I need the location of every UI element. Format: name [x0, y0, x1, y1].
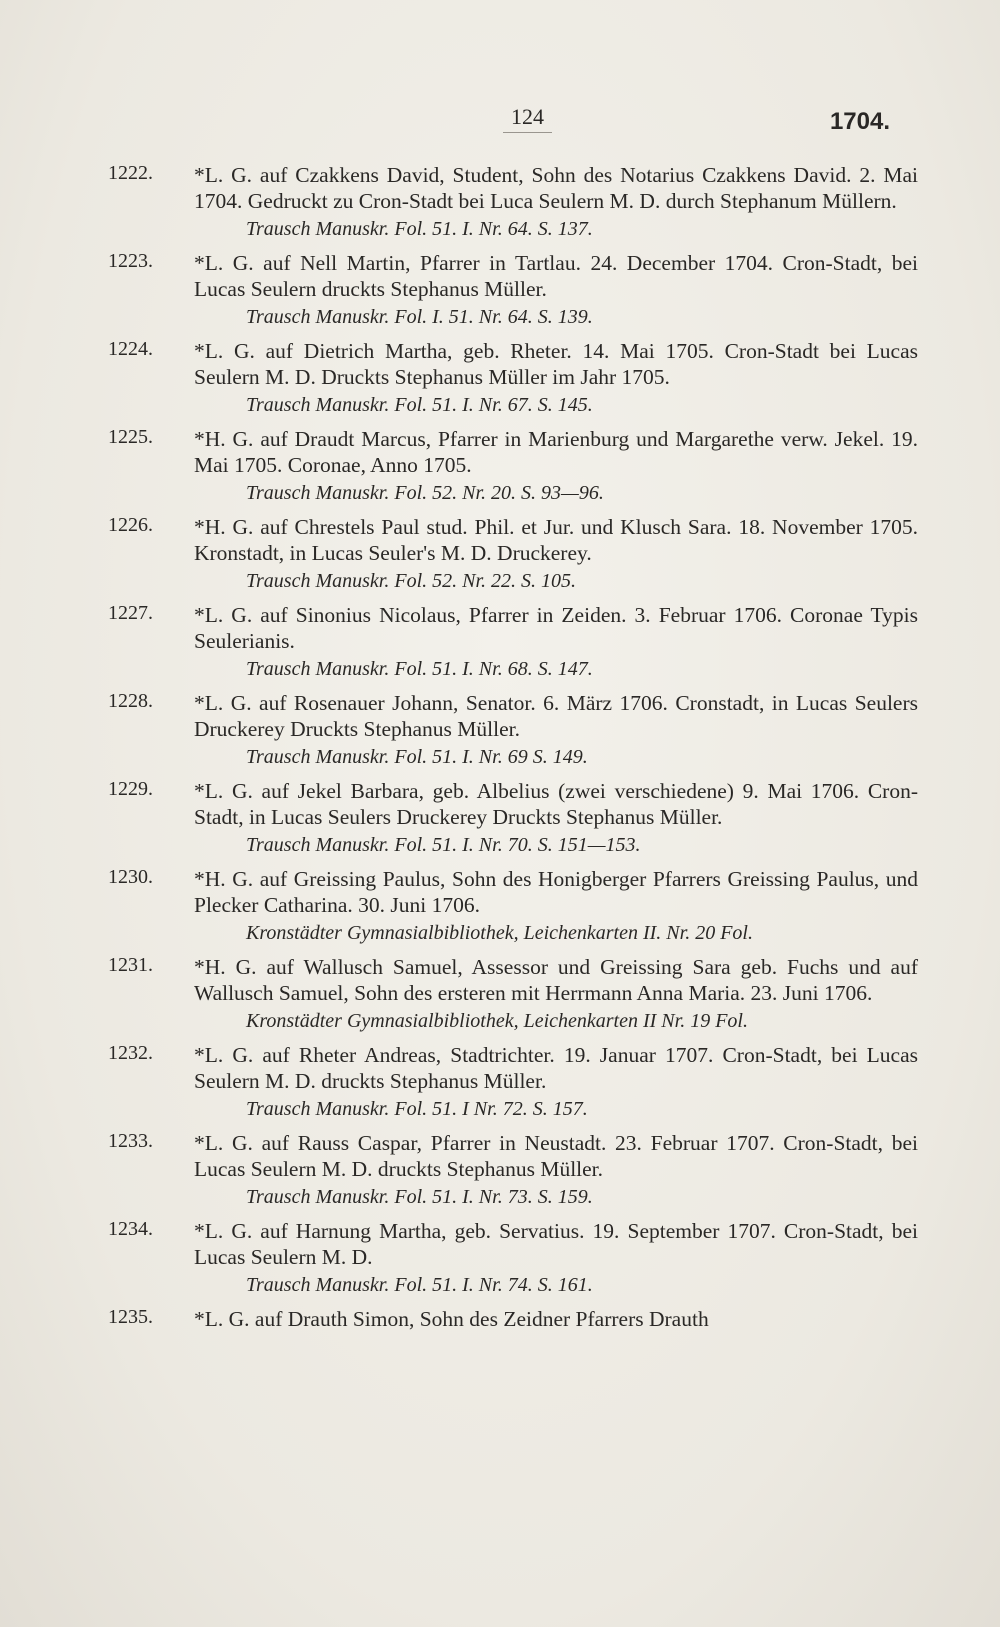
entry-row — [108, 1306, 918, 1332]
entry-body — [194, 602, 918, 682]
entry-body — [194, 778, 918, 858]
entry-body — [194, 1130, 918, 1210]
running-head — [0, 104, 1000, 144]
entry-row — [108, 602, 918, 682]
entry-row — [108, 1130, 918, 1210]
entry-text: *H. G. auf Wallusch Samuel, Assessor und Greissing Sara geb. Fuchs und auf Wallusch Samuel, Sohn des ersteren mit Herrmann Anna Maria. 23. Juni 1706. — [194, 955, 918, 1005]
entry-text: *L. G. auf Jekel Barbara, geb. Albelius (zwei verschiedene) 9. Mai 1706. Cron-Stadt, in Lucas Seulers Druckerey Druckts Stephanus Müller. — [194, 779, 918, 829]
entry-body — [194, 866, 918, 946]
entry-number: 1233. — [108, 1130, 153, 1152]
entry-body — [194, 338, 918, 418]
entry-number: 1223. — [108, 250, 153, 272]
entry-text: *L. G. auf Sinonius Nicolaus, Pfarrer in Zeiden. 3. Februar 1706. Coronae Typis Seulerianis. — [194, 603, 918, 653]
entry-body — [194, 954, 918, 1034]
entry-row — [108, 778, 918, 858]
entry-text: *L. G. auf Dietrich Martha, geb. Rheter. 14. Mai 1705. Cron-Stadt bei Lucas Seulern M. D. Druckts Stephanus Müller im Jahr 1705. — [194, 339, 918, 389]
entry-body — [194, 514, 918, 594]
entry-source-citation: Trausch Manuskr. Fol. 51. I. Nr. 74. S. 161. — [246, 1274, 593, 1296]
entry-number: 1231. — [108, 954, 153, 976]
entry-body — [194, 426, 918, 506]
entry-number: 1225. — [108, 426, 153, 448]
entry-number: 1227. — [108, 602, 153, 624]
entry-number: 1230. — [108, 866, 153, 888]
entry-source-citation: Trausch Manuskr. Fol. 51. I. Nr. 73. S. 159. — [246, 1186, 593, 1208]
entry-body — [194, 1042, 918, 1122]
entry-text: *L. G. auf Rheter Andreas, Stadtrichter. 19. Januar 1707. Cron-Stadt, bei Lucas Seulern M. D. druckts Stephanus Müller. — [194, 1043, 918, 1093]
entry-text: *H. G. auf Greissing Paulus, Sohn des Honigberger Pfarrers Greissing Paulus, und Plecker Catharina. 30. Juni 1706. — [194, 867, 918, 917]
entry-body — [194, 1218, 918, 1298]
entry-text: *L. G. auf Czakkens David, Student, Sohn des Notarius Czakkens David. 2. Mai 1704. Gedruckt zu Cron-Stadt bei Luca Seulern M. D. durch Stephanum Müllern. — [194, 163, 918, 213]
entry-text: *L. G. auf Nell Martin, Pfarrer in Tartlau. 24. December 1704. Cron-Stadt, bei Lucas Seulern druckts Stephanus Müller. — [194, 251, 918, 301]
entry-text: *H. G. auf Draudt Marcus, Pfarrer in Marienburg und Margarethe verw. Jekel. 19. Mai 1705. Coronae, Anno 1705. — [194, 427, 918, 477]
entry-source-citation: Trausch Manuskr. Fol. I. 51. Nr. 64. S. 139. — [246, 306, 593, 328]
entry-body — [194, 690, 918, 770]
entry-body — [194, 250, 918, 330]
entry-row — [108, 338, 918, 418]
entry-row — [108, 954, 918, 1034]
entry-source-citation: Kronstädter Gymnasialbibliothek, Leichenkarten II Nr. 19 Fol. — [246, 1010, 748, 1032]
entry-number: 1234. — [108, 1218, 153, 1240]
entry-source-citation: Trausch Manuskr. Fol. 52. Nr. 20. S. 93—96. — [246, 482, 604, 504]
entry-source-citation: Trausch Manuskr. Fol. 52. Nr. 22. S. 105. — [246, 570, 577, 592]
entry-source-citation: Kronstädter Gymnasialbibliothek, Leichenkarten II. Nr. 20 Fol. — [246, 922, 753, 944]
page-year-heading: 1704. — [829, 108, 890, 135]
entry-text: *L. G. auf Rosenauer Johann, Senator. 6. März 1706. Cronstadt, in Lucas Seulers Druckerey Druckts Stephanus Müller. — [194, 691, 918, 741]
entry-source-citation: Trausch Manuskr. Fol. 51. I. Nr. 68. S. 147. — [246, 658, 593, 680]
entry-row — [108, 514, 918, 594]
entry-source-citation: Trausch Manuskr. Fol. 51. I. Nr. 70. S. 151—153. — [246, 834, 641, 856]
entry-source-citation: Trausch Manuskr. Fol. 51. I Nr. 72. S. 157. — [246, 1098, 588, 1120]
entry-number: 1224. — [108, 338, 153, 360]
page-number: 124 — [503, 104, 552, 133]
entry-source-citation: Trausch Manuskr. Fol. 51. I. Nr. 69 S. 149. — [246, 746, 588, 768]
entry-number: 1232. — [108, 1042, 153, 1064]
entry-text: *H. G. auf Chrestels Paul stud. Phil. et Jur. und Klusch Sara. 18. November 1705. Kronstadt, in Lucas Seuler's M. D. Druckerey. — [194, 515, 918, 565]
entry-source-citation: Trausch Manuskr. Fol. 51. I. Nr. 67. S. 145. — [246, 394, 593, 416]
entry-row — [108, 690, 918, 770]
entry-body — [194, 162, 918, 242]
entry-list — [108, 162, 918, 1340]
entry-number: 1235. — [108, 1306, 153, 1328]
entry-row — [108, 1042, 918, 1122]
entry-text: *L. G. auf Harnung Martha, geb. Servatius. 19. September 1707. Cron-Stadt, bei Lucas Seulern M. D. — [194, 1219, 918, 1269]
entry-row — [108, 1218, 918, 1298]
entry-row — [108, 426, 918, 506]
entry-row — [108, 162, 918, 242]
entry-text: *L. G. auf Drauth Simon, Sohn des Zeidner Pfarrers Drauth — [194, 1307, 709, 1331]
entry-number: 1222. — [108, 162, 153, 184]
entry-number: 1229. — [108, 778, 153, 800]
entry-text: *L. G. auf Rauss Caspar, Pfarrer in Neustadt. 23. Februar 1707. Cron-Stadt, bei Lucas Seulern M. D. druckts Stephanus Müller. — [194, 1131, 918, 1181]
entry-row — [108, 250, 918, 330]
entry-number: 1226. — [108, 514, 153, 536]
entry-body — [194, 1306, 918, 1332]
entry-number: 1228. — [108, 690, 153, 712]
entry-row — [108, 866, 918, 946]
entry-source-citation: Trausch Manuskr. Fol. 51. I. Nr. 64. S. 137. — [246, 218, 593, 240]
